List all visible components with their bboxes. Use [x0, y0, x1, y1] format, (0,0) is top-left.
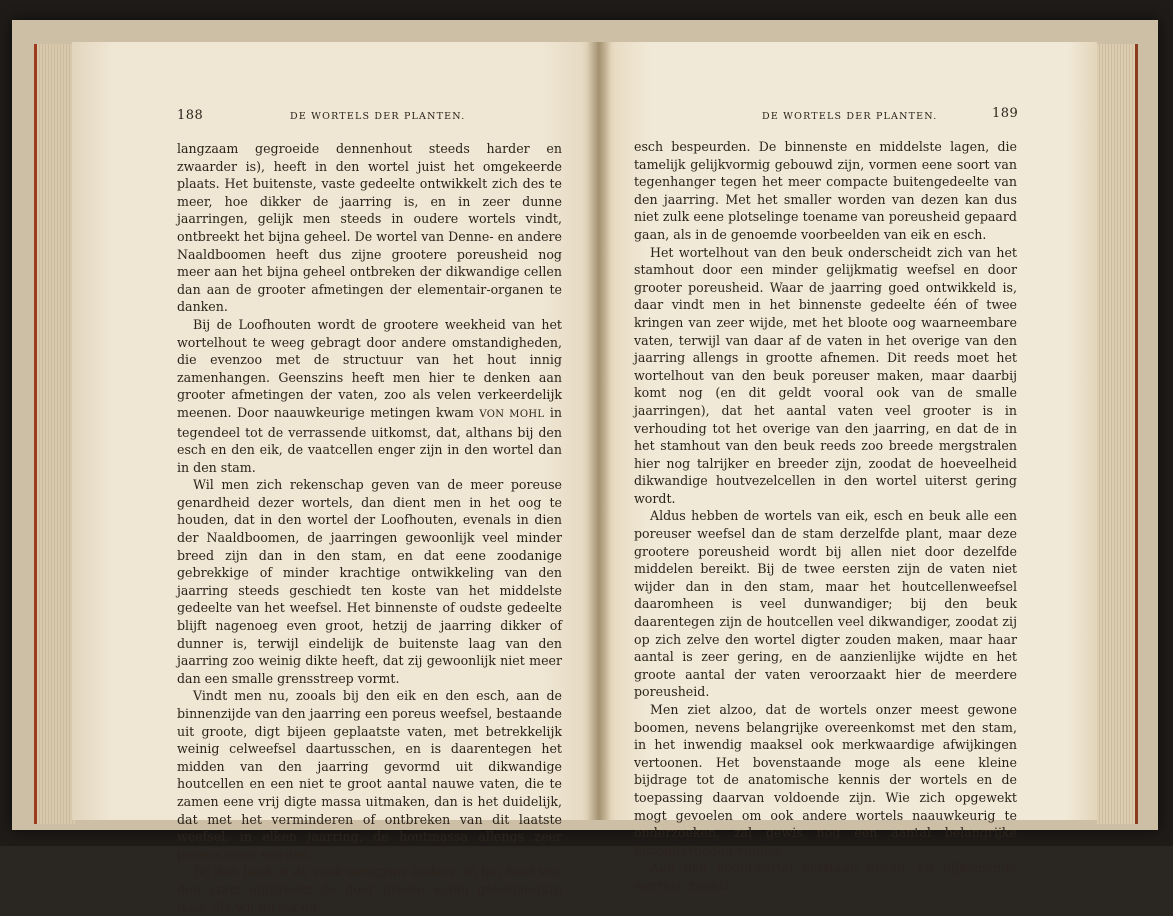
right-paragraph-4: Men ziet alzoo, dat de wortels onzer meest gewone boomen, nevens belangrijke overeenkomst met den stam, in het inwendig maaksel ook merkwaardige afwijkingen vertoonen. Het bovenstaande moge als eene kleine bijdrage tot de anatomische kennis der wortels en de toepassing daarvan voldoende zijn. Wie zich opgewekt mogt gevoelen om ook andere wortels naauwkeurig te onderzoeken, zal gewis nog een aantal belangrijke bijzonderheden vinden.	[634, 702, 1017, 858]
right-paragraph-3: Aldus hebben de wortels van eik, esch en beuk alle een poreuser weefsel dan de stam derzelfde plant, maar deze grootere poreusheid wordt bij allen niet door dezelfde middelen bereikt. Bij de twee eersten zijn de vaten niet wijder dan in den stam, maar het houtcellenweefsel daaromheen is veel dunwandiger; bij den beuk daarentegen zijn de houtcellen veel dikwandiger, zoodat zij op zich zelve den wortel digter zouden maken, maar haar aantal is zeer gering, en de aanzienlijke wijdte en het groote aantal der vaten veroorzaakt hier de meerdere poreusheid.	[634, 508, 1017, 700]
author-name-smallcaps: VON MOHL	[479, 408, 545, 420]
left-page-body	[177, 140, 562, 916]
left-paragraph-1: langzaam gegroeide dennenhout steeds harder en zwaarder is), heeft in den wortel juist het omgekeerde plaats. Het buitenste, vaste gedeelte ontwikkelt zich des te meer, hoe dikker de jaarring is, en in zeer dunne jaarringen, gelijk men steeds in oudere wortels vindt, ontbreekt het bijna geheel. De wortel van Denne- en andere Naaldboomen heeft dus zijne grootere poreusheid nog meer aan het bijna geheel ontbreken der dikwandige cellen dan aan de grooter afmetingen der elementair-organen te danken.	[177, 141, 562, 315]
left-page	[72, 42, 597, 915]
book-spine-shadow	[587, 42, 611, 820]
left-paragraph-4: Vindt men nu, zooals bij den eik en den esch, aan de binnenzijde van den jaarring een poreus weefsel, bestaande uit groote, digt bijeen geplaatste vaten, met betrekkelijk weinig celweefsel daartusschen, en is daarentegen het midden van den jaarring gevormd uit dikwandige houtcellen en een niet te groot aantal nauwe vaten, die te zamen eene vrij digte massa uitmaken, dan is het duidelijk, dat met het verminderen of ontbreken van dit laatste weefsel, in elken jaarring, de houtmassa allengs zeer poreus moet worden.	[177, 688, 562, 862]
right-paragraph-5: Aan den hoofdwortel ontstaan neven- en bijkomende wortels, zooals	[634, 860, 1017, 893]
left-paragraph-3: Wil men zich rekenschap geven van de meer poreuse genardheid dezer wortels, dan dient men in het oog te houden, dat in den wortel der Loofhouten, evenals in dien der Naaldboomen, de jaarringen gewoonlijk veel minder breed zijn dan in den stam, en dat eene zoodanige gebrekkige of minder krachtige ontwikkeling van den jaarring steeds geschiedt ten koste van het middelste gedeelte van het weefsel. Het binnenste of oudste gedeelte blijft nagenoeg even groot, hetzij de jaarring dikker of dunner is, terwijl eindelijk de buitenste laag van den jaarring zoo weinig dikte heeft, dat zij gewoonlijk niet meer dan een smalle grensstreep vormt.	[177, 477, 562, 686]
left-page-number: 188	[177, 108, 204, 123]
open-book	[12, 20, 1158, 915]
right-running-head: DE WORTELS DER PLANTEN.	[762, 111, 938, 122]
right-page	[597, 42, 1097, 893]
left-paragraph-2-text: Bij de Loofhouten wordt de grootere weekheid van het wortelhout te weeg gebragt door andere omstandigheden, die evenzoo met de structuur van het hout innig zamenhangen. Geenszins heeft men hier te denken aan grooter afmetingen der vaten, zoo als velen verkeerdelijk meenen. Door naauwkeurige metingen kwam	[177, 316, 562, 420]
right-paragraph-1: esch bespeurden. De binnenste en middelste lagen, die tamelijk gelijkvormig gebouwd zijn, vormen eene soort van tegenhanger tegen het meer compacte buitengedeelte van den jaarring. Met het smaller worden van dezen kan dus niet zulk eene plotselinge toename van poreusheid gepaard gaan, als in de genoemde voorbeelden van eik en esch.	[634, 139, 1017, 242]
left-paragraph-2-tail: in tegendeel tot de verrassende uitkomst, dat, althans bij den esch en den eik, de vaatcellen enger zijn in den wortel dan in den stam.	[177, 404, 562, 475]
left-page-edges	[34, 44, 75, 824]
left-running-head: DE WORTELS DER PLANTEN.	[290, 111, 466, 122]
right-page-body	[634, 138, 1017, 895]
left-paragraph-5: Bij den beuk is de zaak eenigzins anders. In het hout van den stam ontbreekt de door groote vaten gekenmerkte laag, die wij bij eik en	[177, 864, 562, 915]
right-page-number: 189	[992, 106, 1019, 121]
right-page-edges	[1097, 44, 1138, 824]
left-paragraph-2	[177, 316, 562, 476]
right-paragraph-2: Het wortelhout van den beuk onderscheidt zich van het stamhout door een minder gelijkmatig weefsel en door grooter poreusheid. Waar de jaarring goed ontwikkeld is, daar vindt men in het binnenste gedeelte één of twee kringen van zeer wijde, met het bloote oog waarneembare vaten, terwijl van daar af de vaten in het overige van den jaarring allengs in grootte afnemen. Dit reeds moet het wortelhout van den beuk poreuser maken, maar daarbij komt nog (en dit geldt vooral ook van de smalle jaarringen), dat het aantal vaten veel grooter is in verhouding tot het overige van den jaarring, en dat de in het stamhout van den beuk reeds zoo breede mergstralen hier nog talrijker en breeder zijn, zoodat de hoeveelheid dikwandige houtvezelcellen in den wortel uiterst gering wordt.	[634, 244, 1017, 506]
